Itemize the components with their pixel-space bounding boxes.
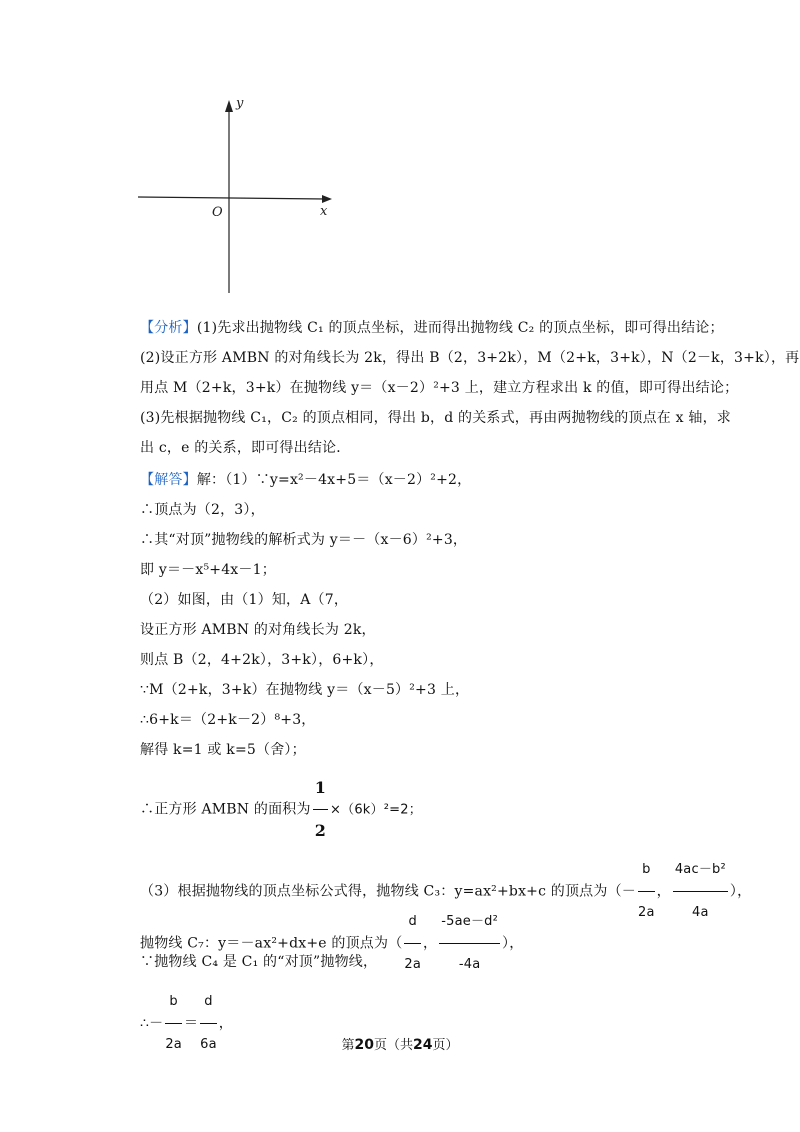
vertex-separator: ， bbox=[423, 935, 438, 952]
vertex-c3-y-fraction bbox=[673, 850, 728, 933]
answer-line-10: 解得 k=1 或 k=5（舍）； bbox=[140, 742, 306, 758]
answer-line-13 bbox=[140, 902, 523, 985]
vertex-c3-suffix: ）， bbox=[729, 883, 752, 900]
x-axis-label: x bbox=[320, 204, 328, 219]
answer-line-5: （2）如图，由（1）知，A（7， bbox=[140, 592, 349, 608]
analysis-line-5: 出 c，e 的关系，即可得出结论． bbox=[140, 440, 351, 456]
vertex-c7-y-fraction bbox=[439, 902, 500, 985]
area-prefix: ∴正方形 AMBN 的面积为 bbox=[140, 801, 311, 818]
vertex-separator: ， bbox=[656, 883, 671, 900]
area-fraction bbox=[313, 768, 328, 851]
analysis-tag: 【分析】 bbox=[140, 320, 197, 336]
answer-line-8: ∵M（2+k，3+k）在抛物线 y＝（x－5）²+3 上， bbox=[140, 682, 470, 698]
equation-suffix: ， bbox=[218, 1015, 233, 1032]
page-footer bbox=[0, 1034, 800, 1053]
current-page-number: 20 bbox=[354, 1037, 374, 1053]
vertex-c7-prefix: 抛物线 C₇：y＝－ax²+dx+e 的顶点为（ bbox=[140, 935, 403, 952]
fraction-numerator: d bbox=[404, 902, 421, 944]
vertex-c7-suffix: ）， bbox=[502, 935, 524, 952]
y-axis-label: y bbox=[236, 96, 244, 111]
fraction-numerator: -5ae－d² bbox=[439, 902, 500, 944]
equation-prefix: ∴－ bbox=[140, 1015, 164, 1032]
fraction-numerator: 1 bbox=[313, 768, 328, 810]
fraction-denominator: 2a bbox=[404, 957, 422, 972]
answer-line-6: 设正方形 AMBN 的对角线长为 2k， bbox=[140, 622, 376, 638]
vertex-c7-x-fraction bbox=[404, 902, 421, 985]
vertex-c3-prefix: （3）根据抛物线的顶点坐标公式得，抛物线 C₃：y=ax²+bx+c 的顶点为（－ bbox=[140, 883, 636, 900]
x-axis-arrow-icon bbox=[322, 195, 332, 203]
fraction-numerator: b bbox=[638, 850, 655, 892]
answer-line-2: ∴顶点为（2，3）， bbox=[140, 502, 265, 518]
vertex-c3-x-fraction bbox=[638, 850, 655, 933]
fraction-denominator: 2a bbox=[637, 905, 655, 920]
analysis-line-4: (3)先根据抛物线 C₁，C₂ 的顶点相同，得出 b，d 的关系式，再由两抛物线的顶点在 x 轴，求 bbox=[140, 410, 731, 426]
fraction-denominator: -4a bbox=[458, 957, 481, 972]
answer-tag: 【解答】 bbox=[140, 472, 197, 488]
answer-line-1 bbox=[140, 470, 471, 490]
fraction-numerator: d bbox=[200, 982, 217, 1024]
fraction-denominator: 6a bbox=[200, 1037, 217, 1052]
coordinate-axes-figure bbox=[130, 88, 340, 298]
footer-middle: 页（共 bbox=[373, 1038, 413, 1053]
analysis-line-3: 用点 M（2+k，3+k）在抛物线 y＝（x－2）²+3 上，建立方程求出 k 的值，即可得出结论； bbox=[140, 380, 739, 396]
answer-text-1: 解：（1）∵y=x²－4x+5＝（x－2）²+2， bbox=[196, 472, 472, 488]
answer-line-3: ∴其“对顶”抛物线的解析式为 y＝－（x－6）²+3， bbox=[140, 532, 468, 548]
fraction-denominator: 4a bbox=[692, 905, 709, 920]
analysis-line-1 bbox=[140, 318, 724, 338]
total-page-count: 24 bbox=[413, 1037, 433, 1053]
analysis-line-2: (2)设正方形 AMBN 的对角线长为 2k，得出 B（2，3+2k），M（2+k，3+k），N（2－k，3+k），再 bbox=[140, 350, 800, 366]
answer-line-7: 则点 B（2，4+2k），3+k），6+k）， bbox=[140, 652, 384, 668]
answer-line-9: ∴6+k＝（2+k－2）⁸+3， bbox=[140, 712, 316, 728]
x-axis bbox=[138, 197, 326, 199]
origin-label: O bbox=[212, 205, 223, 220]
equals-sign: ＝ bbox=[183, 1015, 199, 1032]
footer-suffix: 页） bbox=[432, 1038, 459, 1053]
analysis-text-1: (1)先求出抛物线 C₁ 的顶点坐标，进而得出抛物线 C₂ 的顶点坐标，即可得出结论； bbox=[196, 320, 724, 336]
y-axis-arrow-icon bbox=[225, 100, 233, 112]
fraction-denominator: 2a bbox=[165, 1037, 182, 1052]
footer-prefix: 第 bbox=[341, 1038, 355, 1053]
fraction-numerator: b bbox=[165, 982, 182, 1024]
answer-line-14: ∵抛物线 C₄ 是 C₁ 的“对顶”抛物线， bbox=[140, 954, 378, 970]
fraction-denominator: 2 bbox=[314, 821, 327, 840]
answer-line-11 bbox=[140, 768, 422, 851]
area-suffix: ×（6k）²=2； bbox=[330, 802, 422, 818]
answer-line-4: 即 y＝－x⁵+4x－1； bbox=[140, 562, 276, 578]
fraction-numerator: 4ac－b² bbox=[673, 850, 728, 892]
